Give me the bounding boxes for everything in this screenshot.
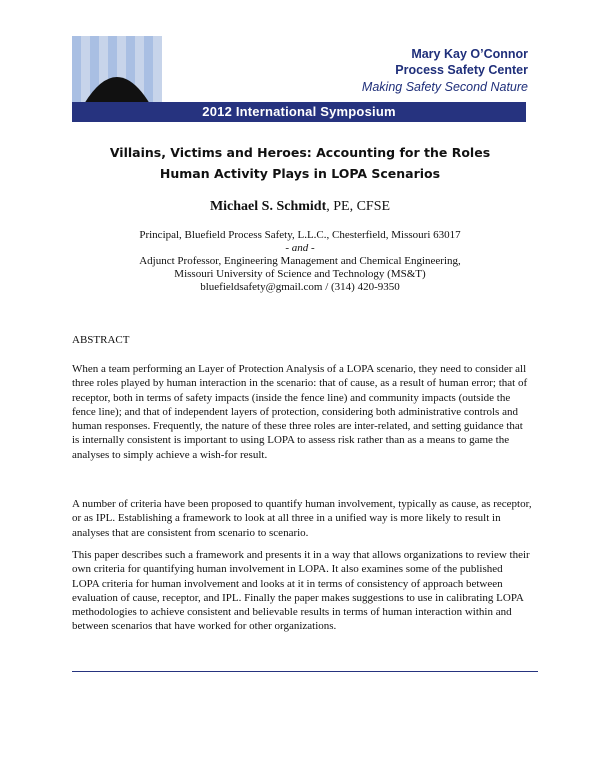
symposium-banner: 2012 International Symposium	[72, 102, 526, 122]
abstract-paragraph-3: This paper describes such a framework and presents it in a way that allows organizations to review their own criteria for quantifying human involvement in LOPA. It also examines some of the published LOPA criteria for human involvement and looks at it in terms of consistency of approach between evaluation of cause, receptor, and IPL. Finally the paper makes suggestions to use in calibrating LOPA methodologies to achieve consistent and believable results in terms of human interaction within and between scenarios that have worked for other organizations.	[72, 549, 530, 633]
title-line2: Human Activity Plays in LOPA Scenarios	[159, 166, 441, 181]
center-tagline: Making Safety Second Nature	[361, 80, 528, 94]
affiliation-line2: Adjunct Professor, Engineering Management and Chemical Engineering,	[139, 255, 461, 267]
abstract-paragraph-2: A number of criteria have been proposed to quantify human involvement, typically as cause, as receptor, or as IPL. Establishing a framework to look at all three in a unified way is more likely to result in analyses that are consistent from scenario to scenario.	[72, 498, 532, 539]
affiliation-block	[60, 229, 540, 294]
abstract-paragraph-1: When a team performing an Layer of Protection Analysis of a LOPA scenario, they need to consider all three roles played by human interaction in the scenario: that of cause, as a result of human error; that of receptor, both in terms of safety impacts (inside the fence line) and community impacts (outside the fence line); and that of independent layers of protection, considering both administrative controls and human responses. Frequently, the nature of these three roles are inter-related, and setting guidance that is internally consistent is important to using LOPA to assess risk rather than as a means to game the analyses to simply achieve a wish-for result.	[72, 363, 528, 461]
center-name-line2: Process Safety Center	[395, 63, 528, 77]
affiliation-line1: Principal, Bluefield Process Safety, L.L.C., Chesterfield, Missouri 63017	[139, 229, 461, 241]
center-name-line1: Mary Kay O’Connor	[411, 47, 528, 61]
author-line	[60, 199, 540, 215]
footer-rule	[72, 671, 538, 672]
affiliation-and: - and -	[285, 242, 315, 254]
affiliation-line3: Missouri University of Science and Technology (MS&T)	[174, 268, 426, 280]
author-credentials: , PE, CFSE	[326, 199, 391, 214]
author-name: Michael S. Schmidt	[209, 199, 327, 214]
paper-title	[60, 142, 540, 184]
title-line1: Villains, Victims and Heroes: Accounting for the Roles	[109, 145, 491, 160]
center-logo	[72, 36, 162, 104]
abstract-heading: ABSTRACT	[72, 334, 130, 346]
contact-info: bluefieldsafety@gmail.com / (314) 420-9350	[200, 281, 400, 293]
center-name	[395, 46, 528, 78]
